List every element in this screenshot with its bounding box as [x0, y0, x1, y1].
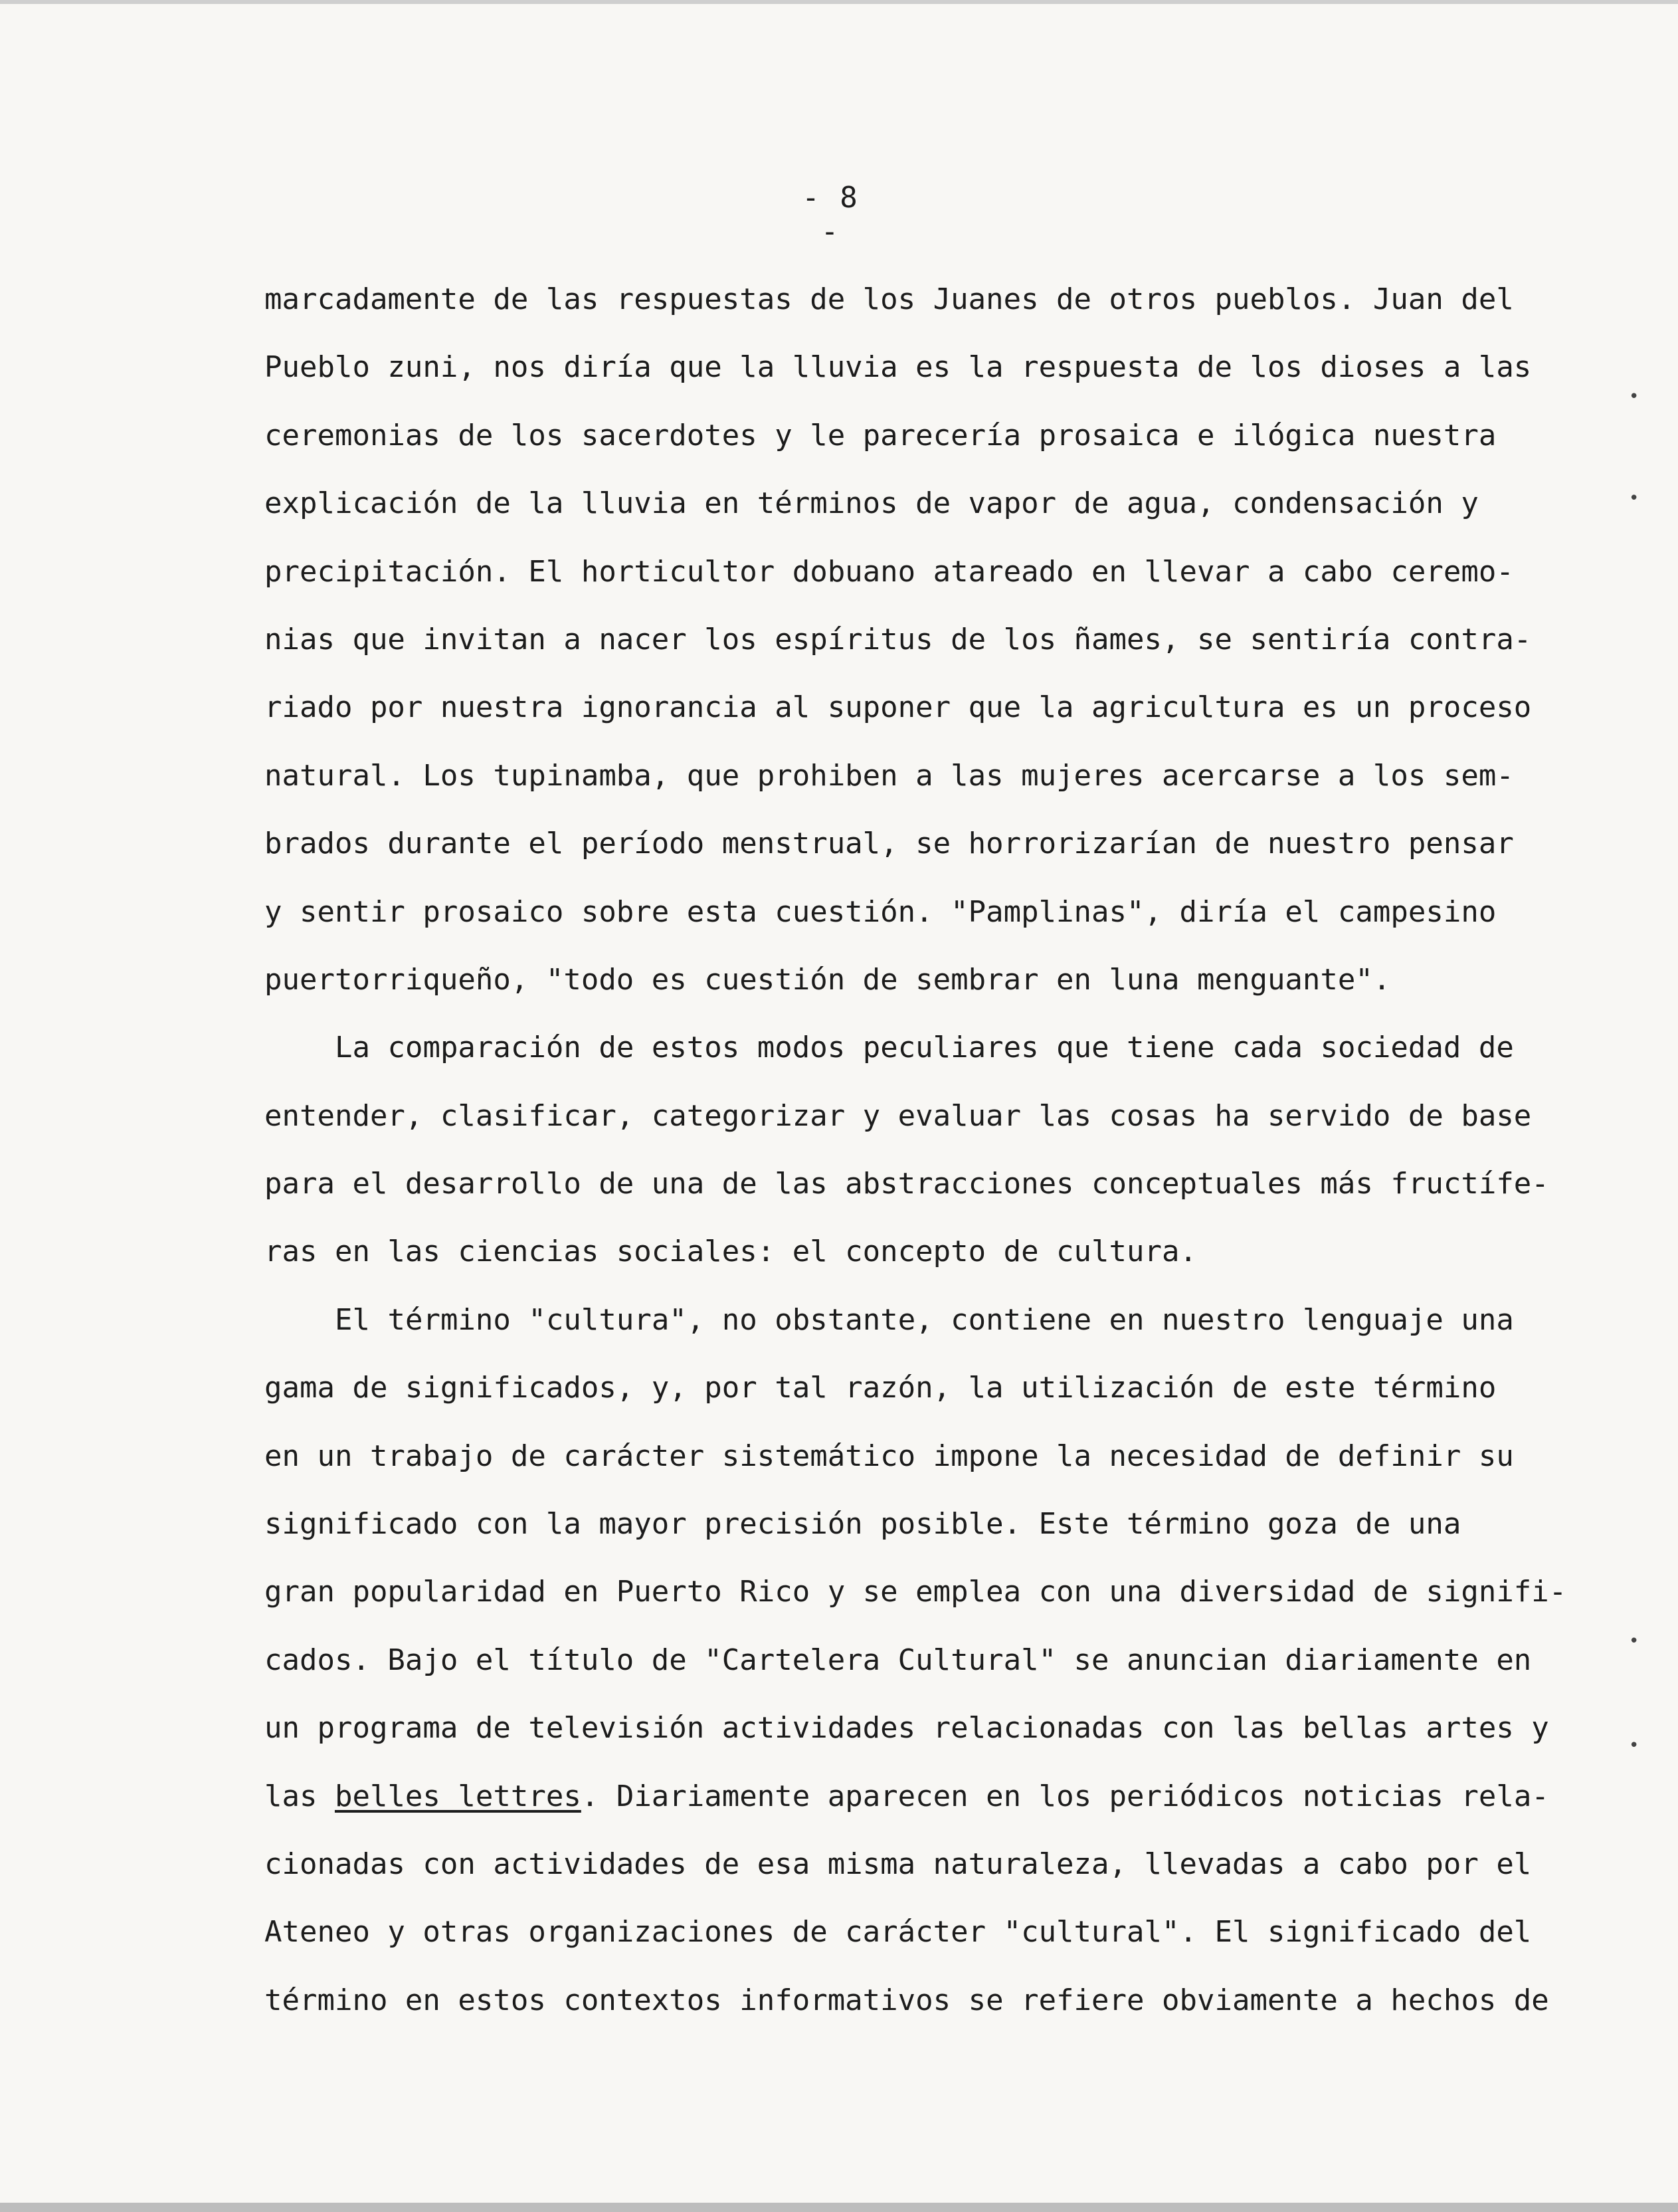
- paragraph-start-line: La comparación de estos modos peculiares que tiene cada sociedad de: [335, 1031, 1514, 1065]
- page-number: - 8 -: [802, 181, 859, 249]
- text-line: natural. Los tupinamba, que prohiben a las mujeres acercarse a los sem-: [264, 758, 1514, 793]
- text-line: gama de significados, y, por tal razón, la utilización de este término: [264, 1371, 1497, 1405]
- text-line: ras en las ciencias sociales: el concepto de cultura.: [264, 1235, 1197, 1269]
- text-line: precipitación. El horticultor dobuano atareado en llevar a cabo ceremo-: [264, 554, 1514, 589]
- text-line: Pueblo zuni, nos diría que la lluvia es la respuesta de los dioses a las: [264, 350, 1532, 385]
- text-line: término en estos contextos informativos se refiere obviamente a hechos de: [264, 1983, 1549, 2017]
- text-line: cionadas con actividades de esa misma naturaleza, llevadas a cabo por el: [264, 1847, 1532, 1881]
- text-line: gran popularidad en Puerto Rico y se emplea con una diversidad de signifi-: [264, 1575, 1567, 1609]
- text-line: puertorriqueño, "todo es cuestión de sembrar en luna menguante".: [264, 962, 1391, 997]
- text-line-with-underline: [264, 1763, 1549, 1831]
- body-text: [264, 266, 1567, 2035]
- text-line: entender, clasificar, categorizar y evaluar las cosas ha servido de base: [264, 1098, 1532, 1133]
- text-line: explicación de la lluvia en términos de vapor de agua, condensación y: [264, 486, 1479, 521]
- text-line: riado por nuestra ignorancia al suponer que la agricultura es un proceso: [264, 690, 1532, 725]
- text-line: un programa de televisión actividades relacionadas con las bellas artes y: [264, 1711, 1549, 1746]
- margin-speck: •: [1629, 1631, 1639, 1651]
- text-line: en un trabajo de carácter sistemático impone la necesidad de definir su: [264, 1439, 1514, 1473]
- text-segment: las: [264, 1779, 335, 1813]
- margin-speck: •: [1629, 1736, 1639, 1756]
- margin-speck: •: [1629, 387, 1639, 407]
- text-line: brados durante el período menstrual, se horrorizarían de nuestro pensar: [264, 827, 1514, 861]
- text-line: nias que invitan a nacer los espíritus de los ñames, se sentiría contra-: [264, 622, 1532, 656]
- paragraph-start-line: El término "cultura", no obstante, contiene en nuestro lenguaje una: [335, 1302, 1514, 1337]
- scan-bottom-edge: [0, 2203, 1678, 2212]
- scan-top-edge: [0, 0, 1678, 4]
- text-line: para el desarrollo de una de las abstracciones conceptuales más fructífe-: [264, 1167, 1549, 1201]
- text-line: cados. Bajo el título de "Cartelera Cultural" se anuncian diariamente en: [264, 1643, 1532, 1677]
- text-segment: . Diariamente aparecen en los periódicos noticias rela-: [581, 1779, 1549, 1813]
- margin-speck: •: [1629, 488, 1639, 508]
- text-line: y sentir prosaico sobre esta cuestión. "Pamplinas", diría el campesino: [264, 894, 1497, 929]
- underlined-term: belles lettres: [334, 1779, 581, 1813]
- text-line: significado con la mayor precisión posible. Este término goza de una: [264, 1507, 1461, 1542]
- text-line: Ateneo y otras organizaciones de carácter "cultural". El significado del: [264, 1915, 1532, 1950]
- text-line: marcadamente de las respuestas de los Juanes de otros pueblos. Juan del: [264, 282, 1514, 316]
- text-line: ceremonias de los sacerdotes y le parecería prosaica e ilógica nuestra: [264, 418, 1497, 452]
